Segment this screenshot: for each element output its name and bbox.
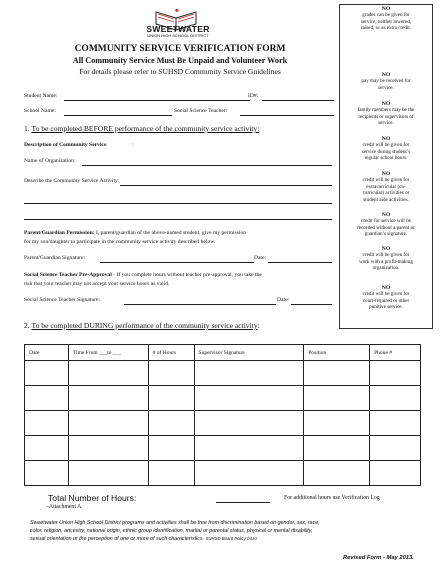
- restriction-text: recorded without a parent or: [357, 224, 415, 231]
- section2-heading: [24, 321, 260, 330]
- col-hours: # of Hours: [148, 345, 194, 361]
- disclaimer-text: sexual orientation or the perception of one or more of such characteristics.: [30, 536, 205, 542]
- table-cell[interactable]: [304, 361, 370, 386]
- table-cell[interactable]: [68, 411, 148, 436]
- table-row: [25, 361, 421, 386]
- table-cell[interactable]: [148, 461, 194, 486]
- table-cell[interactable]: [25, 411, 69, 436]
- activity-field-line-2[interactable]: [24, 203, 332, 204]
- restriction-item: [340, 212, 432, 238]
- table-cell[interactable]: [304, 411, 370, 436]
- table-cell[interactable]: [25, 436, 69, 461]
- logo-name: SWEETWATER: [146, 24, 210, 34]
- restriction-text: family members may be the: [357, 107, 415, 114]
- nondiscrimination-statement: [30, 520, 420, 544]
- total-hours-field[interactable]: [216, 502, 270, 503]
- restriction-text: guardian’s signature.: [364, 231, 408, 238]
- permission-line-1: [24, 230, 246, 236]
- col-date: Date: [25, 345, 69, 361]
- table-row: [25, 411, 421, 436]
- col-position: Position: [304, 345, 370, 361]
- table-cell[interactable]: [25, 461, 69, 486]
- ss-date-label: Date:: [277, 297, 290, 303]
- revision-note: Revised Form - May 2013.: [343, 555, 414, 561]
- attachment-note: –Attachment A.: [46, 504, 83, 510]
- student-name-label: Student Name:: [24, 93, 58, 99]
- restriction-text: service.: [378, 84, 394, 91]
- preapproval-text: - If you complete hours without teacher pre-approval, you take the: [111, 272, 262, 278]
- table-cell[interactable]: [68, 386, 148, 411]
- restriction-no: NO: [381, 212, 391, 218]
- school-name-label: School Name:: [24, 108, 56, 114]
- id-label: ID#:: [248, 93, 259, 99]
- pg-signature-label: Parent/Guardian Signature:: [24, 255, 86, 261]
- form-subtitle: All Community Service Must Be Unpaid and Volunteer Work: [72, 56, 288, 65]
- logo-subtitle: UNION HIGH SCHOOL DISTRICT: [147, 33, 209, 38]
- disclaimer-line: [30, 535, 420, 544]
- table-row: [25, 436, 421, 461]
- restriction-text: extracurricular (co-: [366, 183, 406, 190]
- table-cell[interactable]: [148, 386, 194, 411]
- section2-title: To be completed DURING performance of the community service activity: [31, 321, 258, 330]
- restriction-text: student aide activities.: [363, 196, 409, 203]
- school-name-field[interactable]: [64, 115, 172, 116]
- restriction-item: [340, 285, 432, 311]
- restriction-text: punitive service.: [369, 304, 403, 311]
- section2-number: 2.: [24, 321, 30, 330]
- table-cell[interactable]: [370, 361, 421, 386]
- table-cell[interactable]: [194, 436, 304, 461]
- table-cell[interactable]: [370, 386, 421, 411]
- organization-field[interactable]: [82, 165, 332, 166]
- id-field[interactable]: [262, 100, 334, 101]
- col-time: Time From ___to ___: [68, 345, 148, 361]
- restrictions-box: [339, 4, 433, 329]
- restriction-text: court-required or other: [362, 297, 410, 304]
- table-cell[interactable]: [370, 461, 421, 486]
- restriction-item: [340, 136, 432, 162]
- restriction-no: NO: [381, 6, 391, 12]
- disclaimer-line: Sweetwater Union High School District programs and activities shall be free from discrimination based on gender, sex, race,: [30, 520, 320, 526]
- restriction-text: grades can be given for: [362, 12, 410, 19]
- table-cell[interactable]: [68, 461, 148, 486]
- permission-text: I, parent/guardian of the above-named student, give my permission: [94, 230, 247, 236]
- table-cell[interactable]: [194, 361, 304, 386]
- pg-date-label: Date:: [254, 255, 267, 261]
- table-cell[interactable]: [304, 461, 370, 486]
- activity-field-line-3[interactable]: [24, 219, 332, 220]
- activity-label: Describe the Community Service Activity:: [24, 178, 120, 184]
- table-cell[interactable]: [194, 461, 304, 486]
- table-row: [25, 461, 421, 486]
- restriction-item: [340, 72, 432, 91]
- restriction-text: recipients or supervisors of: [358, 113, 414, 120]
- preapproval-line-2: risk that your teacher may not accept your service hours as valid.: [24, 281, 170, 287]
- ss-date-field[interactable]: [291, 304, 332, 305]
- table-cell[interactable]: [194, 411, 304, 436]
- restriction-text: raised, or as extra credit.: [360, 25, 412, 32]
- pg-date-field[interactable]: [268, 262, 332, 263]
- section1-heading: [24, 124, 259, 133]
- restriction-text: curricular) activities or: [362, 190, 410, 197]
- restriction-text: credit will be given for: [362, 291, 410, 298]
- description-colon: :: [132, 142, 134, 148]
- table-cell[interactable]: [194, 386, 304, 411]
- table-cell[interactable]: [68, 436, 148, 461]
- restriction-item: [340, 246, 432, 272]
- restriction-item: [340, 171, 432, 203]
- section2-colon: :: [257, 321, 260, 330]
- restriction-text: credit for service will be: [361, 218, 411, 225]
- table-header-row: [25, 345, 421, 361]
- table-cell[interactable]: [68, 361, 148, 386]
- section1-title: To be completed BEFORE performance of the community service activity:: [31, 124, 260, 133]
- restriction-text: organization.: [372, 265, 400, 272]
- restriction-text: work with a profit-making: [359, 258, 413, 265]
- description-label: Description of Community Service: [24, 142, 107, 148]
- ss-signature-field[interactable]: [124, 304, 276, 305]
- ss-teacher-label: Social Science Teacher:: [174, 108, 228, 114]
- table-row: [25, 386, 421, 411]
- organization-label: Name of Organization:: [24, 158, 76, 164]
- table-cell[interactable]: [25, 386, 69, 411]
- form-guidelines-note: For details please refer to SUHSD Community Service Guidelines: [79, 67, 281, 76]
- preapproval-label: Social Science Teacher Pre-Approval: [24, 272, 112, 278]
- restriction-no: NO: [381, 285, 391, 291]
- form-title: COMMUNITY SERVICE VERIFICATION FORM: [74, 44, 286, 54]
- restriction-no: NO: [381, 246, 391, 252]
- ss-signature-label: Social Science Teacher Signature:: [24, 297, 101, 303]
- table-cell[interactable]: [148, 361, 194, 386]
- table-cell[interactable]: [370, 411, 421, 436]
- restriction-text: credit will be given for: [362, 177, 410, 184]
- additional-hours-note: For additional hours use Verification Log: [284, 495, 380, 501]
- total-hours-label: Total Number of Hours:: [48, 493, 137, 503]
- restriction-text: credit will be given for: [362, 252, 410, 259]
- table-cell[interactable]: [148, 411, 194, 436]
- restriction-item: [340, 6, 432, 32]
- restriction-item: [340, 101, 432, 127]
- restriction-text: pay may be received for: [361, 78, 411, 85]
- restriction-text: service.: [378, 120, 394, 127]
- table-cell[interactable]: [25, 361, 69, 386]
- col-phone: Phone #: [370, 345, 421, 361]
- restriction-no: NO: [381, 72, 391, 78]
- ss-teacher-field[interactable]: [240, 115, 334, 116]
- restriction-text: service during student’s: [361, 148, 411, 155]
- table-cell[interactable]: [148, 436, 194, 461]
- restriction-text: regular school hours.: [364, 155, 408, 162]
- col-supervisor-signature: Supervisor Signature: [194, 345, 304, 361]
- restriction-text: credit will be given for: [362, 142, 410, 149]
- restriction-text: service, neither lowered,: [360, 18, 412, 25]
- restriction-no: NO: [381, 101, 391, 107]
- table-cell[interactable]: [370, 436, 421, 461]
- permission-line-2: for my son/daughter to participate in the community service activity described below.: [24, 239, 216, 245]
- restriction-no: NO: [381, 136, 391, 142]
- table-cell[interactable]: [304, 436, 370, 461]
- pg-signature-field[interactable]: [100, 262, 254, 263]
- board-policy: SUHSD Board Policy 0410.: [205, 536, 258, 541]
- hours-table: [24, 344, 421, 486]
- student-name-field[interactable]: [64, 100, 250, 101]
- disclaimer-line: color, religion, ancestry, national origin, ethnic group identification, marital or parental status, physical or mental disability,: [30, 527, 313, 534]
- activity-field-line-1[interactable]: [120, 185, 332, 186]
- permission-label: Parent/Guardian Permission:: [24, 230, 95, 236]
- section1-number: 1.: [24, 124, 30, 133]
- table-cell[interactable]: [304, 386, 370, 411]
- preapproval-line-1: [24, 272, 262, 278]
- restriction-no: NO: [381, 171, 391, 177]
